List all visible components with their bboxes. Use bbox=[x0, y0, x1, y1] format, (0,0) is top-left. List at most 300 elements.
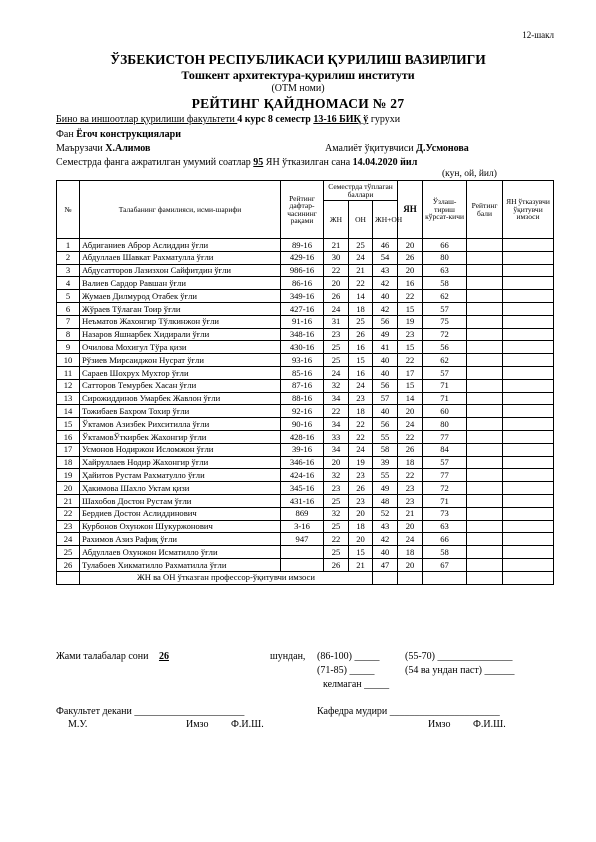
footer-cell bbox=[423, 571, 467, 584]
mastery-score: 77 bbox=[423, 430, 467, 443]
teacher-signature bbox=[503, 520, 554, 533]
rating-score bbox=[467, 405, 503, 418]
dean-fio-label: Ф.И.Ш. bbox=[231, 719, 264, 730]
table-row bbox=[57, 456, 554, 469]
practice-label: Амалиёт ўқитувчиси bbox=[325, 143, 417, 154]
student-name: Курбонов Охунжон Шукуржонович bbox=[80, 520, 281, 533]
yan-score: 20 bbox=[398, 239, 423, 252]
yan-score: 20 bbox=[398, 264, 423, 277]
yan-score: 23 bbox=[398, 328, 423, 341]
mastery-score: 62 bbox=[423, 290, 467, 303]
table-row bbox=[57, 392, 554, 405]
teacher-signature bbox=[503, 315, 554, 328]
range-86-100: (86-100) _____ bbox=[317, 651, 380, 662]
jn-on-sum: 39 bbox=[373, 456, 398, 469]
jn-score: 23 bbox=[324, 328, 349, 341]
row-number: 4 bbox=[57, 277, 80, 290]
group-code: 13-16 БИҚ ў bbox=[313, 114, 369, 125]
student-name: Усмонов Нодиржон Исломжон ўғли bbox=[80, 443, 281, 456]
student-name: Валиев Сардор Равшан ўғли bbox=[80, 277, 281, 290]
yan-score: 23 bbox=[398, 494, 423, 507]
on-score: 21 bbox=[349, 264, 373, 277]
jn-score: 22 bbox=[324, 533, 349, 546]
header-jn: ЖН bbox=[324, 201, 349, 239]
student-name: Жумаев Дилмурод Отабек ўғли bbox=[80, 290, 281, 303]
row-number: 16 bbox=[57, 430, 80, 443]
on-score: 26 bbox=[349, 482, 373, 495]
group-suffix: гурухи bbox=[368, 114, 401, 125]
row-number: 22 bbox=[57, 507, 80, 520]
jn-on-sum: 47 bbox=[373, 558, 398, 571]
record-number: 986-16 bbox=[281, 264, 324, 277]
jn-score: 20 bbox=[324, 456, 349, 469]
yan-score: 15 bbox=[398, 379, 423, 392]
header-name: Талабанинг фамилияси, исми-шарифи bbox=[80, 181, 281, 239]
record-number: 88-16 bbox=[281, 392, 324, 405]
row-number: 9 bbox=[57, 341, 80, 354]
mastery-score: 57 bbox=[423, 302, 467, 315]
row-number: 8 bbox=[57, 328, 80, 341]
header-rating: Рейтинг бали bbox=[467, 181, 503, 239]
jn-score: 24 bbox=[324, 302, 349, 315]
student-name: Жўраев Тўлаган Тоир ўғли bbox=[80, 302, 281, 315]
footer-cell bbox=[503, 571, 554, 584]
jn-on-sum: 57 bbox=[373, 392, 398, 405]
on-score: 25 bbox=[349, 315, 373, 328]
student-name: Сатторов Темурбек Хасан ўғли bbox=[80, 379, 281, 392]
table-row bbox=[57, 239, 554, 252]
rating-score bbox=[467, 328, 503, 341]
mastery-score: 57 bbox=[423, 456, 467, 469]
row-number: 24 bbox=[57, 533, 80, 546]
record-number bbox=[281, 546, 324, 559]
rating-score bbox=[467, 379, 503, 392]
date-note: (кун, ой, йил) bbox=[442, 169, 497, 179]
jn-on-sum: 48 bbox=[373, 494, 398, 507]
jn-score: 32 bbox=[324, 507, 349, 520]
teacher-signature bbox=[503, 302, 554, 315]
student-name: Абдиганиев Аброр Аслиддин ўғли bbox=[80, 239, 281, 252]
on-score: 18 bbox=[349, 520, 373, 533]
record-number: 346-16 bbox=[281, 456, 324, 469]
footer-cell bbox=[373, 571, 398, 584]
mastery-score: 63 bbox=[423, 520, 467, 533]
teacher-signature bbox=[503, 494, 554, 507]
jn-score: 22 bbox=[324, 264, 349, 277]
document-title: РЕЙТИНГ ҚАЙДНОМАСИ № 27 bbox=[191, 96, 405, 111]
jn-score: 25 bbox=[324, 546, 349, 559]
jn-score: 26 bbox=[324, 558, 349, 571]
rating-score bbox=[467, 302, 503, 315]
row-number: 15 bbox=[57, 418, 80, 431]
on-score: 18 bbox=[349, 405, 373, 418]
table-row bbox=[57, 277, 554, 290]
on-score: 20 bbox=[349, 507, 373, 520]
row-number: 26 bbox=[57, 558, 80, 571]
jn-score: 31 bbox=[324, 315, 349, 328]
jn-score: 20 bbox=[324, 277, 349, 290]
header-semester: Семестрда тўплаган баллари bbox=[324, 181, 398, 201]
mastery-score: 75 bbox=[423, 315, 467, 328]
jn-on-sum: 49 bbox=[373, 328, 398, 341]
jn-score: 25 bbox=[324, 520, 349, 533]
header-mastery: Ўзлаш-тириш кўрсат-кичи bbox=[423, 181, 467, 239]
jn-on-sum: 40 bbox=[373, 405, 398, 418]
record-number: 427-16 bbox=[281, 302, 324, 315]
teacher-signature bbox=[503, 443, 554, 456]
hours-label: Семестрда фанга ажратилган умумий соатлар bbox=[56, 157, 254, 168]
header-num: № bbox=[57, 181, 80, 239]
rating-score bbox=[467, 520, 503, 533]
rating-score bbox=[467, 341, 503, 354]
range-55-70: (55-70) _______________ bbox=[405, 651, 513, 662]
rating-score bbox=[467, 239, 503, 252]
table-row bbox=[57, 366, 554, 379]
yan-score: 17 bbox=[398, 366, 423, 379]
on-score: 18 bbox=[349, 302, 373, 315]
record-number: 424-16 bbox=[281, 469, 324, 482]
on-score: 14 bbox=[349, 290, 373, 303]
jn-on-sum: 42 bbox=[373, 302, 398, 315]
teacher-signature bbox=[503, 482, 554, 495]
table-row bbox=[57, 418, 554, 431]
stamp-label: М.У. bbox=[68, 719, 88, 730]
jn-score: 34 bbox=[324, 418, 349, 431]
rating-score bbox=[467, 277, 503, 290]
record-number: 85-16 bbox=[281, 366, 324, 379]
course-semester: 4 курс 8 семестр bbox=[237, 114, 314, 125]
jn-on-sum: 55 bbox=[373, 430, 398, 443]
hours-value: 95 bbox=[253, 157, 264, 168]
jn-on-sum: 41 bbox=[373, 341, 398, 354]
header-teacher-sign: ЯН ўтказувчи ўқитувчи имзоси bbox=[503, 181, 554, 239]
footer-sign-note: ЖН ва ОН ўтказган профессор-ўқитувчи имзоси bbox=[80, 571, 373, 584]
table-row bbox=[57, 328, 554, 341]
mastery-score: 58 bbox=[423, 277, 467, 290]
jn-on-sum: 55 bbox=[373, 469, 398, 482]
record-number: 90-16 bbox=[281, 418, 324, 431]
rating-score bbox=[467, 469, 503, 482]
mastery-score: 84 bbox=[423, 443, 467, 456]
record-number: 431-16 bbox=[281, 494, 324, 507]
student-name: Ҳакимова Шахло Уктам қизи bbox=[80, 482, 281, 495]
subject-value: Ёгоч конструкциялари bbox=[76, 129, 181, 140]
teacher-signature bbox=[503, 507, 554, 520]
header-yan: ЯН bbox=[398, 181, 423, 239]
row-number: 7 bbox=[57, 315, 80, 328]
jn-score: 22 bbox=[324, 405, 349, 418]
range-54-below: (54 ва ундан паст) ______ bbox=[405, 665, 515, 676]
head-sign-label: Имзо bbox=[428, 719, 451, 730]
record-number: 947 bbox=[281, 533, 324, 546]
dean-sign-label: Имзо bbox=[186, 719, 209, 730]
table-row bbox=[57, 558, 554, 571]
header-record: Рейтинг дафтар-часининг рақами bbox=[281, 181, 324, 239]
rating-score bbox=[467, 430, 503, 443]
mastery-score: 73 bbox=[423, 507, 467, 520]
mastery-score: 67 bbox=[423, 558, 467, 571]
head-signature-line: Кафедра мудири ______________________ bbox=[317, 706, 500, 717]
record-number: 429-16 bbox=[281, 251, 324, 264]
table-row bbox=[57, 430, 554, 443]
yan-score: 20 bbox=[398, 520, 423, 533]
mastery-score: 80 bbox=[423, 418, 467, 431]
student-name: Тулабоев Хикматилло Рахматилла ўғли bbox=[80, 558, 281, 571]
student-name: Рахимов Азиз Рафиқ ўғли bbox=[80, 533, 281, 546]
mastery-score: 66 bbox=[423, 533, 467, 546]
student-name: ЎктамовЎткирбек Жахонгир ўғли bbox=[80, 430, 281, 443]
on-score: 23 bbox=[349, 494, 373, 507]
jn-score: 30 bbox=[324, 251, 349, 264]
on-score: 19 bbox=[349, 456, 373, 469]
table-row bbox=[57, 520, 554, 533]
jn-score: 34 bbox=[324, 392, 349, 405]
rating-table bbox=[56, 180, 554, 585]
jn-score: 25 bbox=[324, 341, 349, 354]
table-row bbox=[57, 482, 554, 495]
rating-score bbox=[467, 366, 503, 379]
student-name: Шахобов Достон Рустам ўғли bbox=[80, 494, 281, 507]
mastery-score: 71 bbox=[423, 494, 467, 507]
row-number: 12 bbox=[57, 379, 80, 392]
lecturer-line bbox=[56, 143, 150, 154]
on-score: 20 bbox=[349, 533, 373, 546]
jn-score: 32 bbox=[324, 469, 349, 482]
faculty-name: Бино ва иншоотлар қурилиши факультети bbox=[56, 114, 238, 125]
jn-on-sum: 54 bbox=[373, 251, 398, 264]
rating-score bbox=[467, 546, 503, 559]
subject-label: Фан bbox=[56, 129, 77, 140]
yan-score: 22 bbox=[398, 430, 423, 443]
jn-score: 24 bbox=[324, 366, 349, 379]
rating-score bbox=[467, 558, 503, 571]
practice-line bbox=[325, 143, 469, 154]
student-name: Сараев Шохрух Мухтор ўғли bbox=[80, 366, 281, 379]
on-score: 21 bbox=[349, 558, 373, 571]
yan-score: 24 bbox=[398, 418, 423, 431]
mastery-score: 57 bbox=[423, 366, 467, 379]
table-row bbox=[57, 405, 554, 418]
rating-score bbox=[467, 418, 503, 431]
row-number: 6 bbox=[57, 302, 80, 315]
mastery-score: 60 bbox=[423, 405, 467, 418]
record-number: 93-16 bbox=[281, 354, 324, 367]
rating-score bbox=[467, 290, 503, 303]
student-name: Абдуллаев Шавкат Рахматулла ўғли bbox=[80, 251, 281, 264]
yan-score: 22 bbox=[398, 469, 423, 482]
total-line bbox=[56, 651, 177, 662]
jn-on-sum: 49 bbox=[373, 482, 398, 495]
table-row bbox=[57, 546, 554, 559]
teacher-signature bbox=[503, 264, 554, 277]
record-number: 92-16 bbox=[281, 405, 324, 418]
absent-line: келмаган _____ bbox=[323, 679, 390, 690]
on-score: 24 bbox=[349, 443, 373, 456]
rating-score bbox=[467, 315, 503, 328]
yan-score: 14 bbox=[398, 392, 423, 405]
teacher-signature bbox=[503, 418, 554, 431]
record-number: 430-16 bbox=[281, 341, 324, 354]
hours-line bbox=[56, 157, 417, 168]
table-row bbox=[57, 341, 554, 354]
student-name: Сирожиддинов Умарбек Жавлон ўғли bbox=[80, 392, 281, 405]
row-number: 3 bbox=[57, 264, 80, 277]
yan-score: 18 bbox=[398, 546, 423, 559]
yan-score: 23 bbox=[398, 482, 423, 495]
record-number: 348-16 bbox=[281, 328, 324, 341]
footer-empty-cell bbox=[57, 571, 80, 584]
student-name: Ҳайитов Рустам Рахматулло ўғли bbox=[80, 469, 281, 482]
total-value: 26 bbox=[158, 651, 169, 662]
student-name: Тожибаев Бахром Тохир ўғли bbox=[80, 405, 281, 418]
teacher-signature bbox=[503, 430, 554, 443]
row-number: 17 bbox=[57, 443, 80, 456]
table-row bbox=[57, 354, 554, 367]
table-row bbox=[57, 469, 554, 482]
student-name: Бердиев Достон Аслиддинович bbox=[80, 507, 281, 520]
mastery-score: 66 bbox=[423, 239, 467, 252]
rating-score bbox=[467, 443, 503, 456]
teacher-signature bbox=[503, 277, 554, 290]
teacher-signature bbox=[503, 405, 554, 418]
jn-on-sum: 43 bbox=[373, 264, 398, 277]
teacher-signature bbox=[503, 328, 554, 341]
jn-on-sum: 42 bbox=[373, 277, 398, 290]
jn-on-sum: 58 bbox=[373, 443, 398, 456]
jn-on-sum: 56 bbox=[373, 379, 398, 392]
teacher-signature bbox=[503, 354, 554, 367]
teacher-signature bbox=[503, 366, 554, 379]
record-number: 87-16 bbox=[281, 379, 324, 392]
yan-score: 22 bbox=[398, 354, 423, 367]
student-name: Ўктамов Азизбек Рихситилла ўғли bbox=[80, 418, 281, 431]
row-number: 2 bbox=[57, 251, 80, 264]
table-row bbox=[57, 315, 554, 328]
on-score: 22 bbox=[349, 418, 373, 431]
row-number: 10 bbox=[57, 354, 80, 367]
exam-date: 14.04.2020 йил bbox=[352, 157, 418, 168]
jn-on-sum: 56 bbox=[373, 418, 398, 431]
jn-score: 26 bbox=[324, 290, 349, 303]
record-number: 869 bbox=[281, 507, 324, 520]
institute-name: Тошкент архитектура-қурилиш институти bbox=[181, 68, 415, 82]
row-number: 20 bbox=[57, 482, 80, 495]
subject-line bbox=[56, 129, 181, 140]
on-score: 15 bbox=[349, 354, 373, 367]
yan-score: 20 bbox=[398, 558, 423, 571]
table-row bbox=[57, 533, 554, 546]
mastery-score: 62 bbox=[423, 354, 467, 367]
mastery-score: 63 bbox=[423, 264, 467, 277]
table-row bbox=[57, 507, 554, 520]
table-row bbox=[57, 494, 554, 507]
record-number: 91-16 bbox=[281, 315, 324, 328]
mastery-score: 77 bbox=[423, 469, 467, 482]
on-score: 23 bbox=[349, 469, 373, 482]
mastery-score: 56 bbox=[423, 341, 467, 354]
jn-score: 25 bbox=[324, 494, 349, 507]
teacher-signature bbox=[503, 558, 554, 571]
jn-on-sum: 52 bbox=[373, 507, 398, 520]
record-number bbox=[281, 558, 324, 571]
jn-on-sum: 56 bbox=[373, 315, 398, 328]
jn-score: 34 bbox=[324, 443, 349, 456]
rating-score bbox=[467, 392, 503, 405]
row-number: 13 bbox=[57, 392, 80, 405]
row-number: 21 bbox=[57, 494, 80, 507]
practice-value: Д.Усмонова bbox=[416, 143, 469, 154]
table-row bbox=[57, 290, 554, 303]
yan-score: 18 bbox=[398, 456, 423, 469]
jn-on-sum: 40 bbox=[373, 366, 398, 379]
jn-on-sum: 43 bbox=[373, 520, 398, 533]
of-them-label: шундан, bbox=[270, 651, 306, 662]
row-number: 25 bbox=[57, 546, 80, 559]
jn-on-sum: 40 bbox=[373, 546, 398, 559]
record-number: 86-16 bbox=[281, 277, 324, 290]
jn-on-sum: 40 bbox=[373, 354, 398, 367]
student-name: Назаров Яшнарбек Хидирали ўғли bbox=[80, 328, 281, 341]
teacher-signature bbox=[503, 341, 554, 354]
yan-score: 15 bbox=[398, 341, 423, 354]
on-score: 26 bbox=[349, 328, 373, 341]
teacher-signature bbox=[503, 533, 554, 546]
rating-score bbox=[467, 264, 503, 277]
student-name: Хайруллаев Нодир Жахонгир ўғли bbox=[80, 456, 281, 469]
jn-score: 23 bbox=[324, 482, 349, 495]
jn-on-sum: 46 bbox=[373, 239, 398, 252]
row-number: 5 bbox=[57, 290, 80, 303]
record-number: 39-16 bbox=[281, 443, 324, 456]
range-71-85: (71-85) _____ bbox=[317, 665, 375, 676]
teacher-signature bbox=[503, 290, 554, 303]
mastery-score: 72 bbox=[423, 482, 467, 495]
jn-score: 21 bbox=[324, 239, 349, 252]
on-score: 22 bbox=[349, 430, 373, 443]
lecturer-label: Маърузачи bbox=[56, 143, 106, 154]
on-score: 16 bbox=[349, 341, 373, 354]
table-row bbox=[57, 443, 554, 456]
jn-score: 33 bbox=[324, 430, 349, 443]
rating-score bbox=[467, 482, 503, 495]
yan-score: 26 bbox=[398, 443, 423, 456]
student-name: Абдуллаев Охунжон Исматилло ўғли bbox=[80, 546, 281, 559]
yan-score: 15 bbox=[398, 302, 423, 315]
dean-signature-line: Факультет декани ______________________ bbox=[56, 706, 245, 717]
row-number: 14 bbox=[57, 405, 80, 418]
table-row bbox=[57, 379, 554, 392]
row-number: 23 bbox=[57, 520, 80, 533]
row-number: 18 bbox=[57, 456, 80, 469]
yan-score: 16 bbox=[398, 277, 423, 290]
row-number: 19 bbox=[57, 469, 80, 482]
rating-score bbox=[467, 494, 503, 507]
teacher-signature bbox=[503, 546, 554, 559]
rating-score bbox=[467, 456, 503, 469]
table-row bbox=[57, 264, 554, 277]
yan-score: 21 bbox=[398, 507, 423, 520]
on-score: 15 bbox=[349, 546, 373, 559]
ministry-title: ЎЗБЕКИСТОН РЕСПУБЛИКАСИ ҚУРИЛИШ ВАЗИРЛИГИ bbox=[110, 52, 486, 67]
mastery-score: 58 bbox=[423, 546, 467, 559]
on-score: 23 bbox=[349, 392, 373, 405]
yan-score: 26 bbox=[398, 251, 423, 264]
rating-score bbox=[467, 354, 503, 367]
on-score: 22 bbox=[349, 277, 373, 290]
jn-on-sum: 42 bbox=[373, 533, 398, 546]
rating-score bbox=[467, 533, 503, 546]
head-fio-label: Ф.И.Ш. bbox=[473, 719, 506, 730]
